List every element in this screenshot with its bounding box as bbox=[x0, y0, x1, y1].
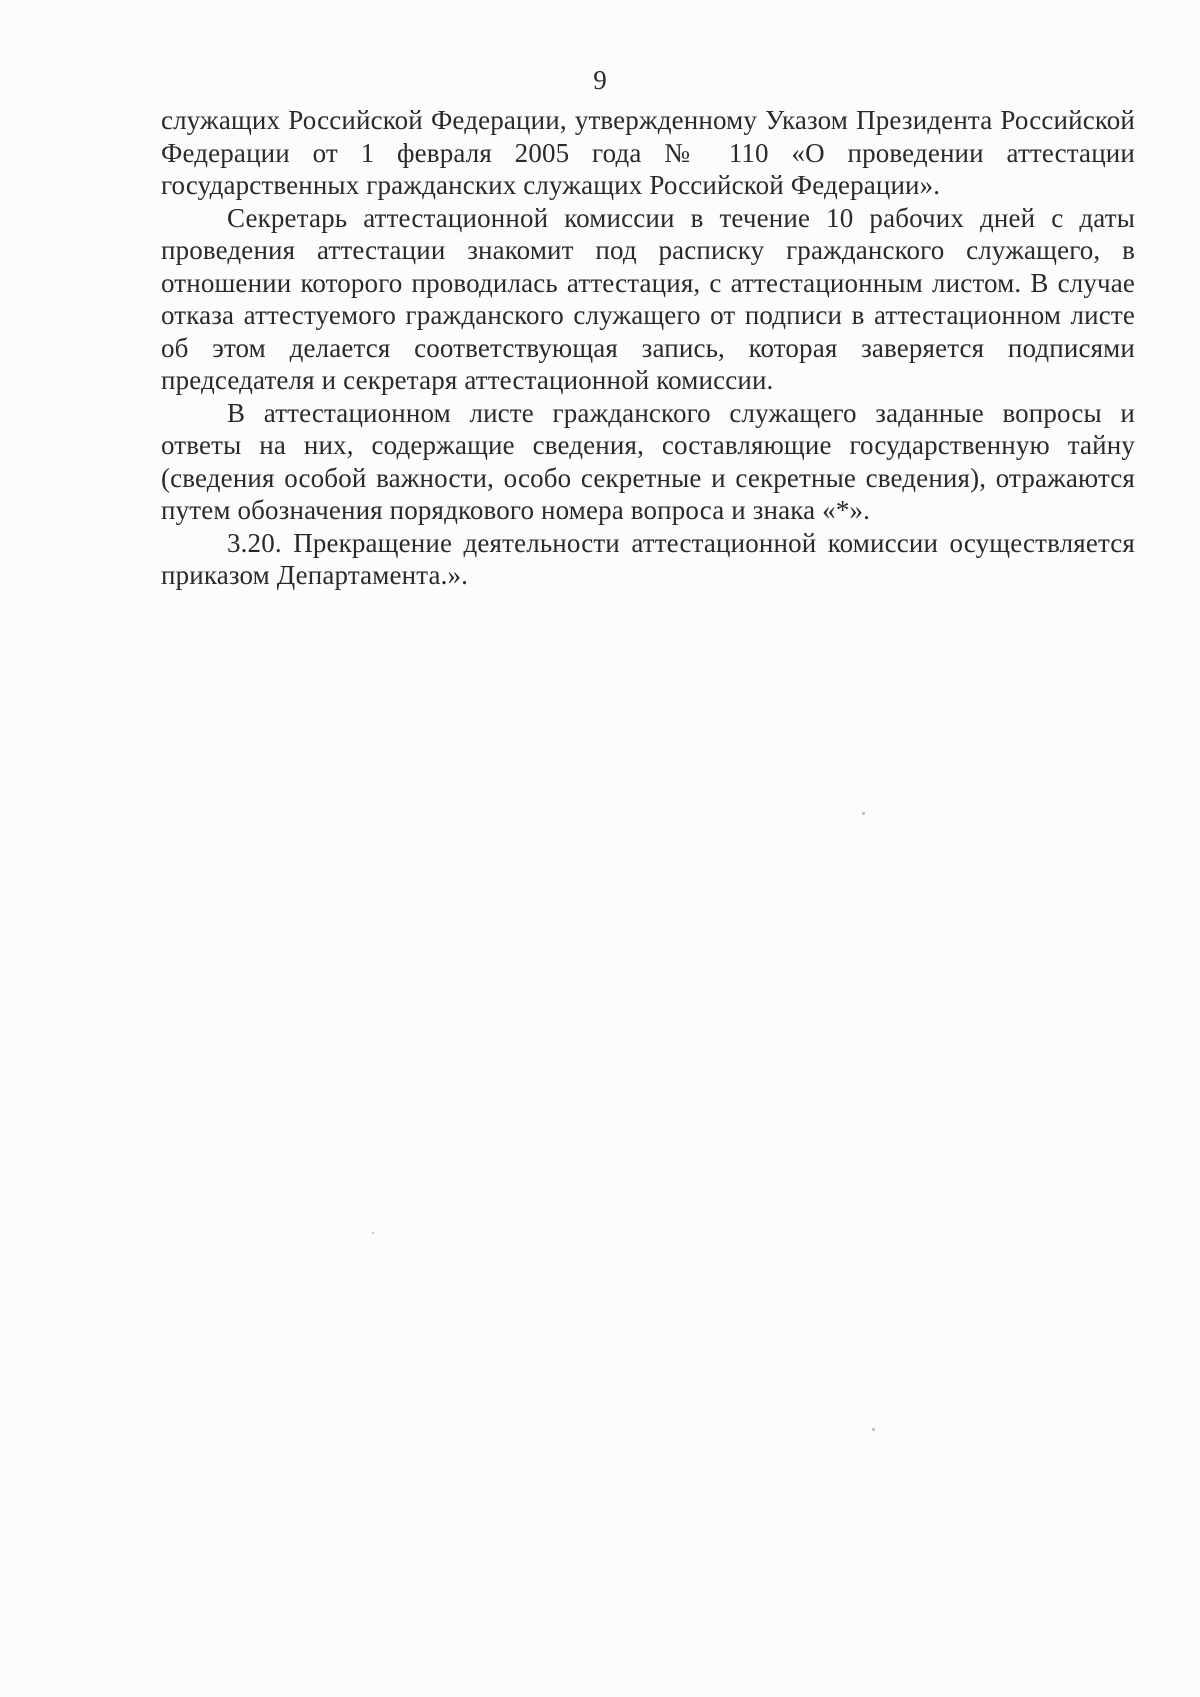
scan-speck bbox=[872, 1428, 875, 1431]
document-body bbox=[161, 104, 1135, 592]
paragraph-termination: 3.20. Прекращение деятельности аттестационной комиссии осуществляется приказом Департамента.». bbox=[161, 527, 1135, 590]
page-number: 9 bbox=[593, 65, 607, 95]
paragraph-secrecy: В аттестационном листе гражданского служащего заданные вопросы и ответы на них, содержащие сведения, составляющие государственную тайну (сведения особой важности, особо секретные и секретные сведения), отражаются путем обозначения порядкового номера вопроса и знака «*». bbox=[161, 397, 1135, 525]
paragraph-continuation: служащих Российской Федерации, утвержденному Указом Президента Российской Федерации от 1 февраля 2005 года № 110 «О проведении аттестации государственных гражданских служащих Российской Федерации». bbox=[161, 105, 1135, 200]
scan-speck bbox=[862, 812, 865, 815]
scan-speck bbox=[372, 1232, 374, 1234]
paragraph-secretary: Секретарь аттестационной комиссии в течение 10 рабочих дней с даты проведения аттестации знакомит под расписку гражданского служащего, в отношении которого проводилась аттестация, с аттестационным листом. В случае отказа аттестуемого гражданского служащего от подписи в аттестационном листе об этом делается соответствующая запись, которая заверяется подписями председателя и секретаря аттестационной комиссии. bbox=[161, 202, 1135, 395]
